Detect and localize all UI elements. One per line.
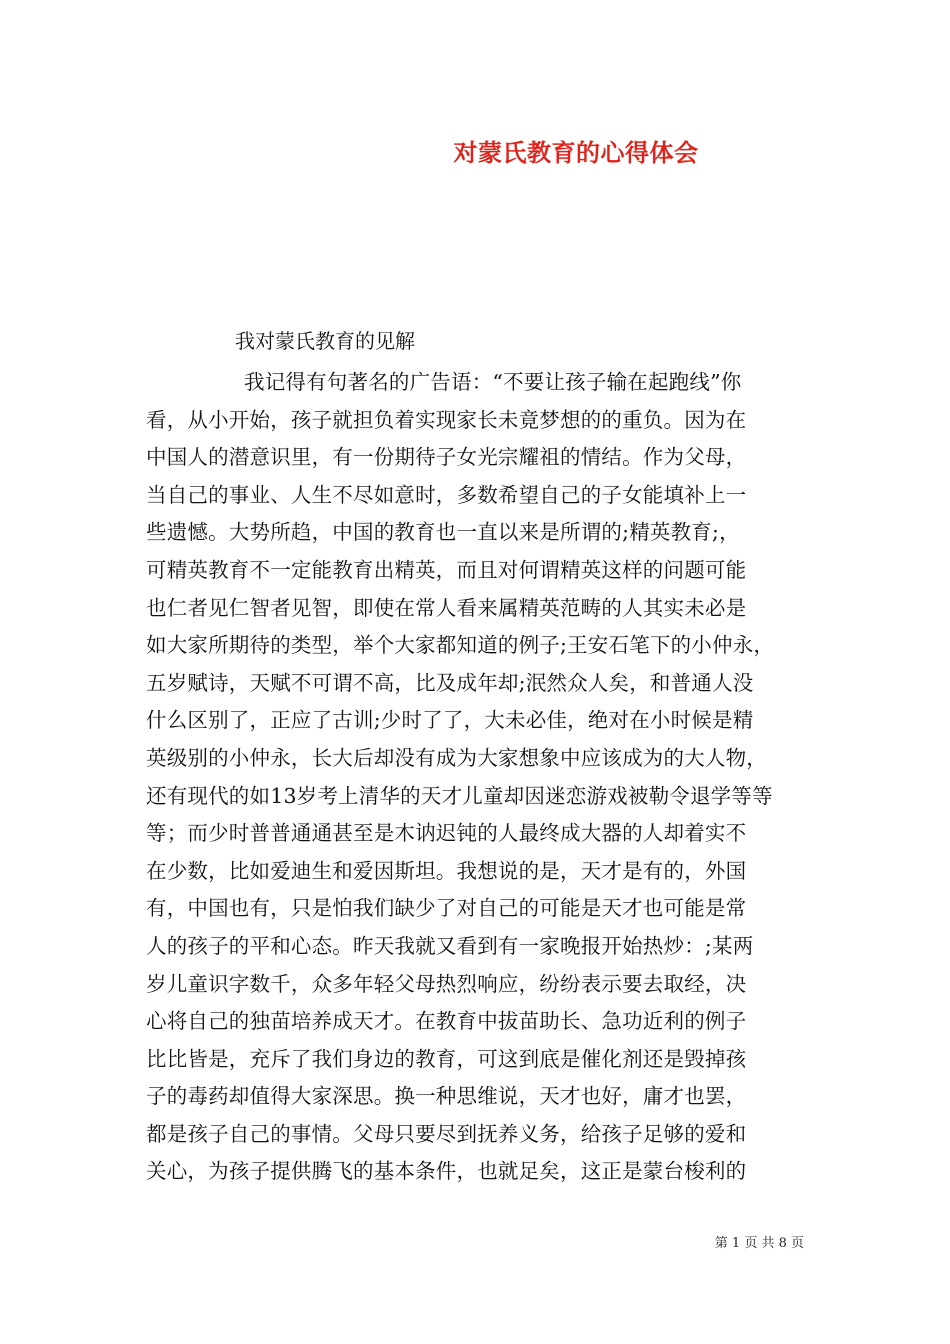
paragraph-line: 关心，为孩子提供腾飞的基本条件，也就足矣，这正是蒙台梭利的 bbox=[146, 1159, 747, 1184]
paragraph-line: 岁儿童识字数千，众多年轻父母热烈响应，纷纷表示要去取经，决 bbox=[146, 971, 747, 996]
paragraph-line: 些遗憾。大势所趋，中国的教育也一直以来是所谓的;精英教育;， bbox=[146, 520, 740, 545]
paragraph-line: 心将自己的独苗培养成天才。在教育中拔苗助长、急功近利的例子 bbox=[146, 1009, 747, 1034]
paragraph-line: 都是孩子自己的事情。父母只要尽到抚养义务，给孩子足够的爱和 bbox=[146, 1121, 747, 1146]
paragraph-line: 英级别的小仲永，长大后却没有成为大家想象中应该成为的大人物， bbox=[146, 745, 767, 770]
paragraph-line: 中国人的潜意识里，有一份期待子女光宗耀祖的情结。作为父母， bbox=[146, 445, 747, 470]
paragraph-line: 还有现代的如13岁考上清华的天才儿童却因迷恋游戏被勒令退学等等 bbox=[146, 783, 773, 808]
paragraph-line: 有，中国也有，只是怕我们缺少了对自己的可能是天才也可能是常 bbox=[146, 896, 747, 921]
body-paragraph bbox=[146, 364, 810, 1191]
paragraph-line: 子的毒药却值得大家深思。换一种思维说，天才也好，庸才也罢， bbox=[146, 1084, 747, 1109]
paragraph-line: 可精英教育不一定能教育出精英，而且对何谓精英这样的问题可能 bbox=[146, 557, 747, 582]
paragraph-line: 人的孩子的平和心态。昨天我就又看到有一家晚报开始热炒：;某两 bbox=[146, 933, 754, 958]
document-subtitle: 我对蒙氏教育的见解 bbox=[235, 329, 415, 353]
document-title: 对蒙氏教育的心得体会 bbox=[453, 138, 699, 167]
paragraph-line: 如大家所期待的类型，举个大家都知道的例子;王安石笔下的小仲永， bbox=[146, 633, 775, 658]
paragraph-line: 也仁者见仁智者见智，即使在常人看来属精英范畴的人其实未必是 bbox=[146, 595, 747, 620]
paragraph-line: 当自己的事业、人生不尽如意时，多数希望自己的子女能填补上一 bbox=[146, 482, 747, 507]
paragraph-line: 等；而少时普普通通甚至是木讷迟钝的人最终成大器的人却着实不 bbox=[146, 821, 747, 846]
paragraph-line: 五岁赋诗，天赋不可谓不高，比及成年却;泯然众人矣，和普通人没 bbox=[146, 670, 754, 695]
page-number: 第 1 页 共 8 页 bbox=[714, 1236, 804, 1251]
paragraph-line: 在少数，比如爱迪生和爱因斯坦。我想说的是，天才是有的，外国 bbox=[146, 858, 747, 883]
paragraph-line: 我记得有句著名的广告语：“不要让孩子输在起跑线”你 bbox=[244, 370, 742, 394]
paragraph-line: 什么区别了，正应了古训;少时了了，大未必佳，绝对在小时候是精 bbox=[146, 708, 754, 733]
paragraph-line: 看，从小开始，孩子就担负着实现家长未竟梦想的的重负。因为在 bbox=[146, 407, 747, 432]
paragraph-line: 比比皆是，充斥了我们身边的教育，可这到底是催化剂还是毁掉孩 bbox=[146, 1046, 747, 1071]
